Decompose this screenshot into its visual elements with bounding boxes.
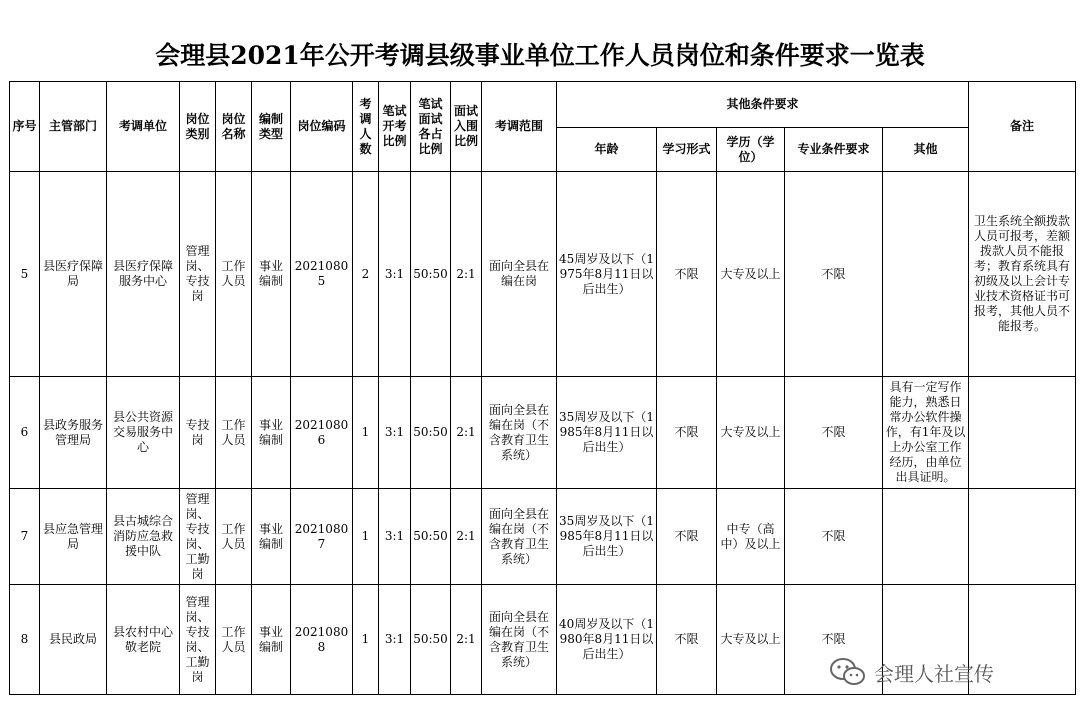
cell-education: 中专（高中）及以上 [717, 489, 785, 585]
cell-seq: 6 [10, 377, 40, 489]
cell-count: 1 [353, 585, 379, 695]
cell-major: 不限 [785, 585, 883, 695]
cell-study-form: 不限 [657, 489, 717, 585]
cell-count: 1 [353, 377, 379, 489]
cell-dept: 县民政局 [40, 585, 107, 695]
cell-study-form: 不限 [657, 377, 717, 489]
cell-age: 35周岁及以下（1985年8月11日以后出生） [557, 489, 657, 585]
cell-scope: 面向全县在编在岗（不含教育卫生系统） [482, 585, 557, 695]
header-education: 学历（学位） [717, 128, 785, 172]
header-age: 年龄 [557, 128, 657, 172]
cell-post-type: 管理岗、专技岗、工勤岗 [180, 489, 216, 585]
cell-post-name: 工作人员 [216, 489, 252, 585]
cell-weight: 50:50 [411, 585, 451, 695]
cell-other: 具有一定写作能力，熟悉日常办公软件操作，有1年及以上办公室工作经历，由单位出具证明。 [883, 377, 969, 489]
cell-major: 不限 [785, 172, 883, 377]
cell-count: 2 [353, 172, 379, 377]
table-row [10, 377, 1076, 489]
table-row [10, 172, 1076, 377]
cell-education: 大专及以上 [717, 172, 785, 377]
cell-post-code: 20210806 [291, 377, 353, 489]
cell-exam-ratio: 3:1 [379, 585, 411, 695]
cell-major: 不限 [785, 377, 883, 489]
cell-other [883, 172, 969, 377]
cell-post-name: 工作人员 [216, 377, 252, 489]
cell-interview-ratio: 2:1 [451, 377, 482, 489]
cell-remark [969, 377, 1076, 489]
cell-post-type: 专技岗 [180, 377, 216, 489]
cell-dept: 县应急管理局 [40, 489, 107, 585]
cell-education: 大专及以上 [717, 585, 785, 695]
cell-age: 40周岁及以下（1980年8月11日以后出生） [557, 585, 657, 695]
cell-study-form: 不限 [657, 585, 717, 695]
header-staff-type: 编制类型 [252, 82, 291, 172]
header-dept: 主管部门 [40, 82, 107, 172]
cell-weight: 50:50 [411, 172, 451, 377]
header-scope: 考调范围 [482, 82, 557, 172]
header-other-group: 其他条件要求 [557, 82, 969, 128]
cell-interview-ratio: 2:1 [451, 489, 482, 585]
cell-education: 大专及以上 [717, 377, 785, 489]
cell-post-type: 管理岗、专技岗、工勤岗 [180, 585, 216, 695]
cell-dept: 县政务服务管理局 [40, 377, 107, 489]
cell-exam-ratio: 3:1 [379, 172, 411, 377]
header-post-name: 岗位名称 [216, 82, 252, 172]
cell-unit: 县医疗保障服务中心 [107, 172, 180, 377]
cell-seq: 8 [10, 585, 40, 695]
header-exam-ratio: 笔试开考比例 [379, 82, 411, 172]
header-seq: 序号 [10, 82, 40, 172]
cell-major: 不限 [785, 489, 883, 585]
cell-study-form: 不限 [657, 172, 717, 377]
table-row [10, 489, 1076, 585]
cell-scope: 面向全县在编在岗（不含教育卫生系统） [482, 377, 557, 489]
header-remark: 备注 [969, 82, 1076, 172]
cell-seq: 7 [10, 489, 40, 585]
header-post-type: 岗位类别 [180, 82, 216, 172]
cell-scope: 面向全县在编在岗 [482, 172, 557, 377]
cell-seq: 5 [10, 172, 40, 377]
cell-staff-type: 事业编制 [252, 172, 291, 377]
cell-post-code: 20210807 [291, 489, 353, 585]
cell-post-name: 工作人员 [216, 585, 252, 695]
positions-table [9, 81, 1076, 695]
cell-age: 45周岁及以下（1975年8月11日以后出生） [557, 172, 657, 377]
cell-post-name: 工作人员 [216, 172, 252, 377]
header-other: 其他 [883, 128, 969, 172]
cell-count: 1 [353, 489, 379, 585]
cell-remark [969, 489, 1076, 585]
cell-weight: 50:50 [411, 489, 451, 585]
page-title: 会理县2021年公开考调县级事业单位工作人员岗位和条件要求一览表 [155, 41, 925, 70]
cell-other [883, 489, 969, 585]
watermark [828, 655, 1068, 689]
cell-age: 35周岁及以下（1985年8月11日以后出生） [557, 377, 657, 489]
wechat-icon [828, 656, 868, 688]
cell-staff-type: 事业编制 [252, 489, 291, 585]
header-study-form: 学习形式 [657, 128, 717, 172]
cell-remark: 卫生系统全额拨款人员可报考，差额拨款人员不能报考；教育系统具有初级及以上会计专业技术资格证书可报考，其他人员不能报考。 [969, 172, 1076, 377]
header-unit: 考调单位 [107, 82, 180, 172]
cell-post-code: 20210805 [291, 172, 353, 377]
cell-staff-type: 事业编制 [252, 585, 291, 695]
cell-unit: 县公共资源交易服务中心 [107, 377, 180, 489]
header-interview-ratio: 面试入围比例 [451, 82, 482, 172]
header-post-code: 岗位编码 [291, 82, 353, 172]
header-weight: 笔试面试各占比例 [411, 82, 451, 172]
header-row-1 [10, 82, 1076, 128]
cell-unit: 县古城综合消防应急救援中队 [107, 489, 180, 585]
cell-weight: 50:50 [411, 377, 451, 489]
cell-post-code: 20210808 [291, 585, 353, 695]
cell-scope: 面向全县在编在岗（不含教育卫生系统） [482, 489, 557, 585]
cell-dept: 县医疗保障局 [40, 172, 107, 377]
cell-staff-type: 事业编制 [252, 377, 291, 489]
cell-post-type: 管理岗、专技岗 [180, 172, 216, 377]
cell-unit: 县农村中心敬老院 [107, 585, 180, 695]
header-count: 考调人数 [353, 82, 379, 172]
cell-exam-ratio: 3:1 [379, 489, 411, 585]
cell-interview-ratio: 2:1 [451, 585, 482, 695]
cell-interview-ratio: 2:1 [451, 172, 482, 377]
header-major: 专业条件要求 [785, 128, 883, 172]
cell-exam-ratio: 3:1 [379, 377, 411, 489]
watermark-text: 会理人社宣传 [874, 661, 994, 686]
